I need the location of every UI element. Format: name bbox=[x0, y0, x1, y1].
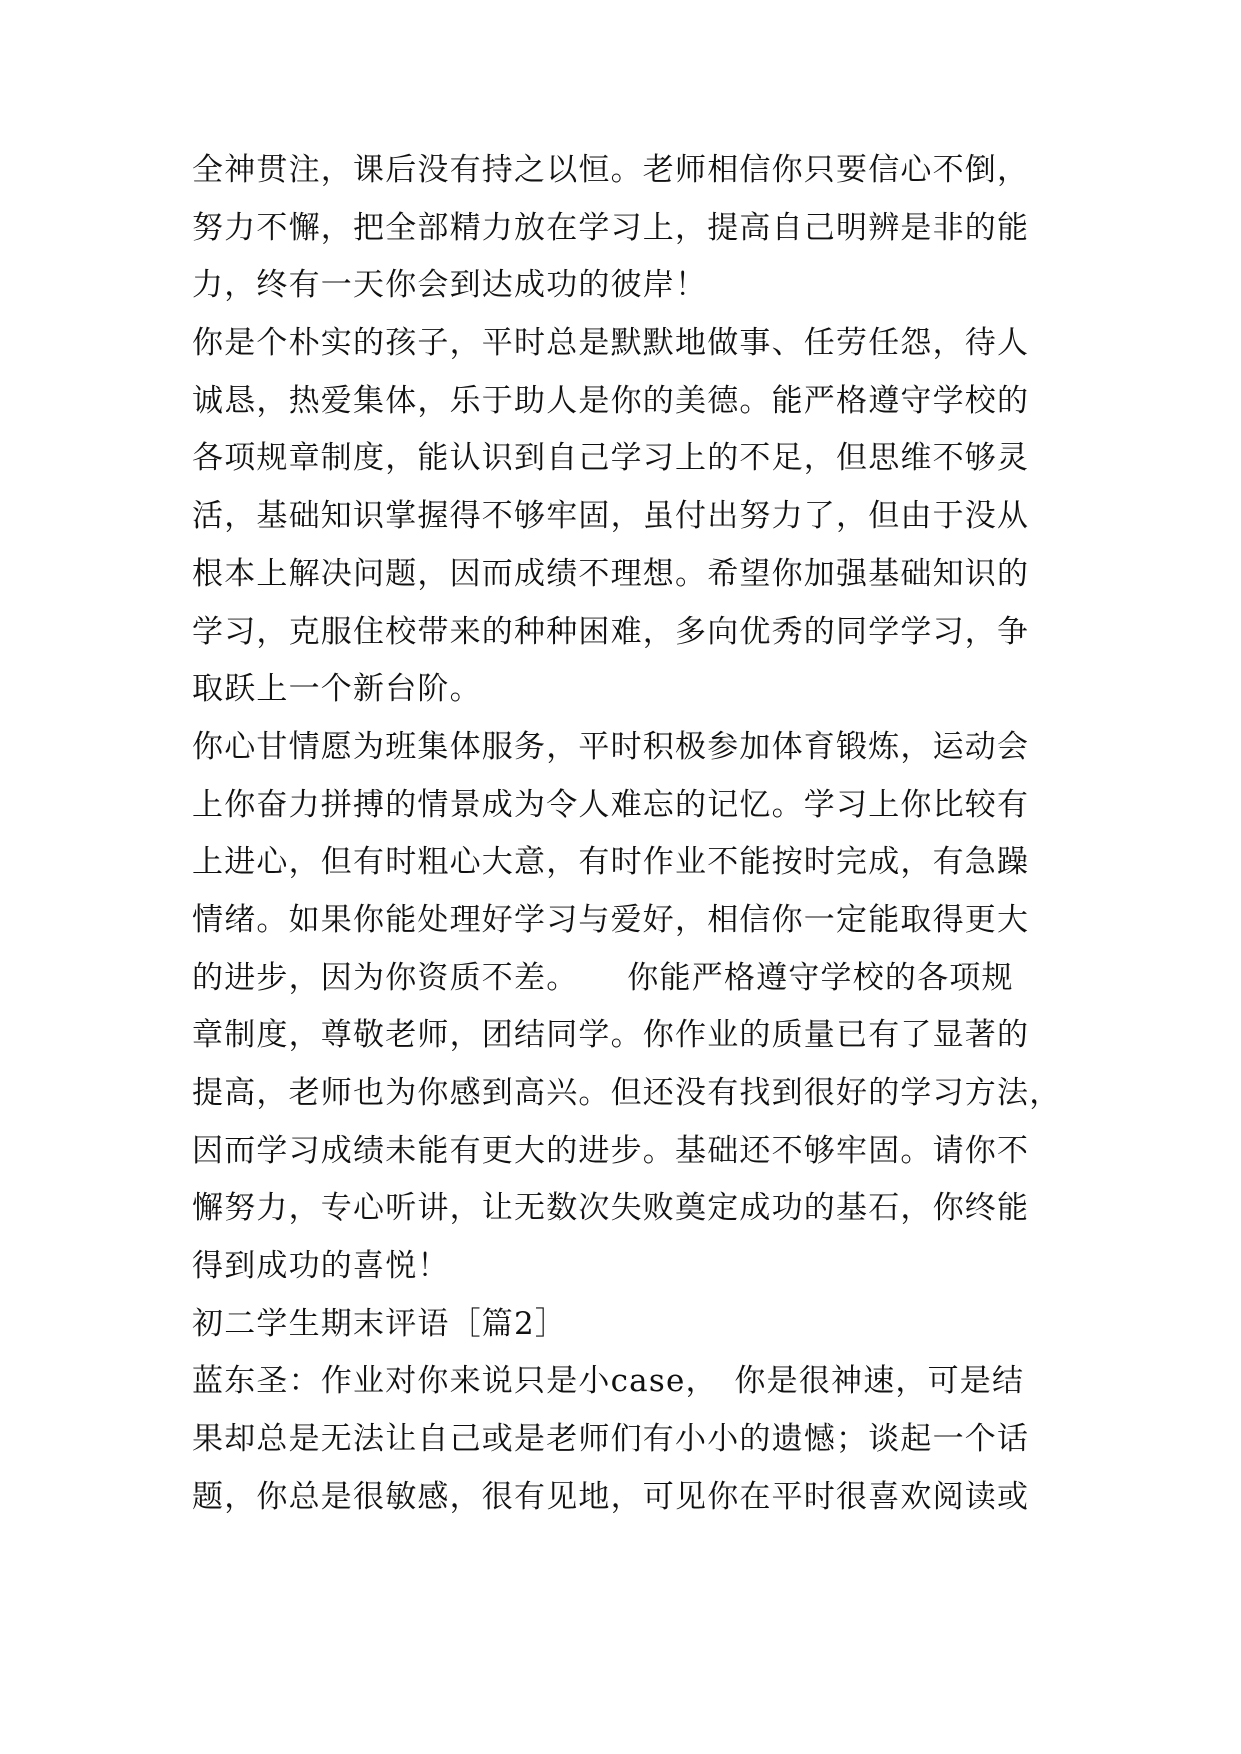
text-line: 懈努力，专心听讲，让无数次失败奠定成功的基石，你终能 bbox=[192, 1190, 1030, 1227]
text-line: 你是个朴实的孩子，平时总是默默地做事、任劳任怨，待人 bbox=[192, 325, 1030, 362]
text-line: 蓝东圣：作业对你来说只是小case， 你是很神速，可是结 bbox=[192, 1363, 1025, 1400]
text-line: 取跃上一个新台阶。 bbox=[192, 671, 482, 708]
text-line: 活，基础知识掌握得不够牢固，虽付出努力了，但由于没从 bbox=[192, 498, 1030, 535]
text-line: 根本上解决问题，因而成绩不理想。希望你加强基础知识的 bbox=[192, 555, 1030, 592]
text-line: 各项规章制度，能认识到自己学习上的不足，但思维不够灵 bbox=[192, 440, 1030, 477]
text-line: 题，你总是很敏感，很有见地，可见你在平时很喜欢阅读或 bbox=[192, 1478, 1030, 1515]
text-line: 上你奋力拼搏的情景成为令人难忘的记忆。学习上你比较有 bbox=[192, 786, 1030, 823]
text-line: 情绪。如果你能处理好学习与爱好，相信你一定能取得更大 bbox=[192, 901, 1030, 938]
text-line: 上进心，但有时粗心大意，有时作业不能按时完成，有急躁 bbox=[192, 844, 1030, 881]
text-line: 学习，克服住校带来的种种困难，多向优秀的同学学习，争 bbox=[192, 613, 1030, 650]
text-line: 全神贯注，课后没有持之以恒。老师相信你只要信心不倒， bbox=[192, 152, 1030, 188]
text-line: 力，终有一天你会到达成功的彼岸！ bbox=[192, 267, 708, 304]
text-line: 因而学习成绩未能有更大的进步。基础还不够牢固。请你不 bbox=[192, 1132, 1030, 1169]
text-line: 得到成功的喜悦！ bbox=[192, 1248, 450, 1285]
text-line: 的进步，因为你资质不差。 你能严格遵守学校的各项规 bbox=[192, 959, 1014, 996]
text-line: 提高，老师也为你感到高兴。但还没有找到很好的学习方法， bbox=[192, 1075, 1062, 1111]
text-line: 章制度，尊敬老师，团结同学。你作业的质量已有了显著的 bbox=[192, 1017, 1030, 1054]
text-line: 你心甘情愿为班集体服务，平时积极参加体育锻炼，运动会 bbox=[192, 728, 1030, 765]
text-line: 努力不懈，把全部精力放在学习上，提高自己明辨是非的能 bbox=[192, 209, 1030, 246]
text-line: 果却总是无法让自己或是老师们有小小的遗憾；谈起一个话 bbox=[192, 1421, 1030, 1458]
text-line: 诚恳，热爱集体，乐于助人是你的美德。能严格遵守学校的 bbox=[192, 382, 1030, 419]
section-heading: 初二学生期末评语［篇2］ bbox=[192, 1305, 568, 1342]
document-body bbox=[192, 142, 1072, 1527]
